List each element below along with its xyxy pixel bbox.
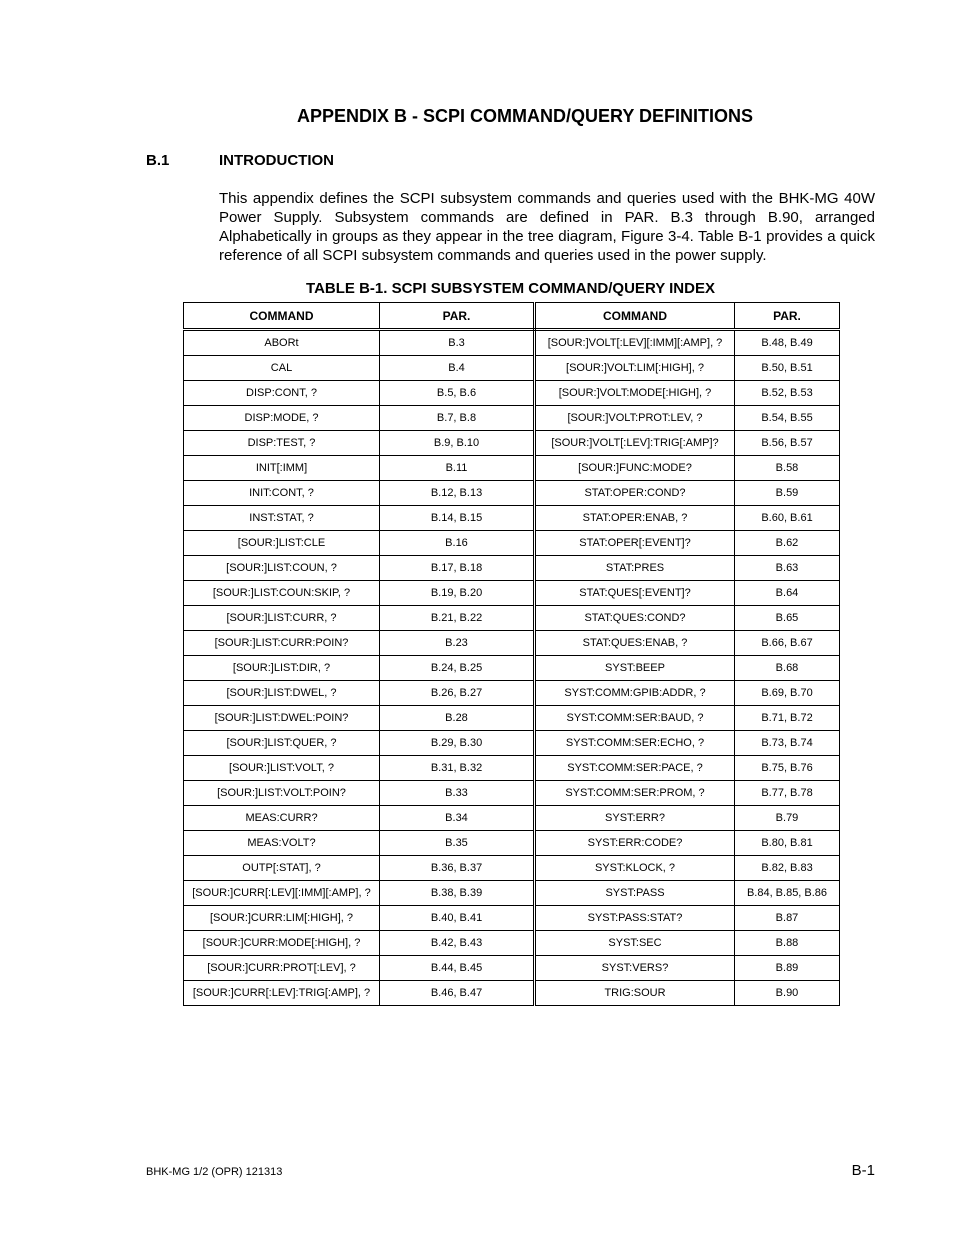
cell-par-left: B.26, B.27: [380, 681, 535, 706]
cell-par-left: B.31, B.32: [380, 756, 535, 781]
header-command-1: COMMAND: [184, 303, 380, 330]
cell-command-right: SYST:KLOCK, ?: [535, 856, 735, 881]
cell-par-left: B.4: [380, 356, 535, 381]
cell-command-left: MEAS:VOLT?: [184, 831, 380, 856]
table-row: [184, 631, 840, 656]
cell-par-right: B.54, B.55: [735, 406, 840, 431]
cell-command-right: STAT:OPER:COND?: [535, 481, 735, 506]
cell-command-right: SYST:PASS: [535, 881, 735, 906]
table-row: [184, 906, 840, 931]
cell-par-right: B.89: [735, 956, 840, 981]
cell-command-left: [SOUR:]LIST:CURR:POIN?: [184, 631, 380, 656]
cell-command-right: [SOUR:]VOLT[:LEV]:TRIG[:AMP]?: [535, 431, 735, 456]
page-title: APPENDIX B - SCPI COMMAND/QUERY DEFINITIONS: [296, 106, 754, 126]
table-row: [184, 806, 840, 831]
cell-par-left: B.19, B.20: [380, 581, 535, 606]
cell-par-left: B.28: [380, 706, 535, 731]
cell-command-right: [SOUR:]VOLT:LIM[:HIGH], ?: [535, 356, 735, 381]
cell-command-right: SYST:ERR:CODE?: [535, 831, 735, 856]
cell-par-right: B.56, B.57: [735, 431, 840, 456]
cell-par-right: B.63: [735, 556, 840, 581]
cell-par-right: B.59: [735, 481, 840, 506]
section-title: INTRODUCTION: [219, 152, 334, 169]
table-row: [184, 381, 840, 406]
cell-par-right: B.58: [735, 456, 840, 481]
table-row: [184, 531, 840, 556]
cell-command-left: [SOUR:]LIST:DIR, ?: [184, 656, 380, 681]
cell-par-right: B.90: [735, 981, 840, 1006]
cell-command-left: CAL: [184, 356, 380, 381]
cell-par-right: B.60, B.61: [735, 506, 840, 531]
intro-paragraph: This appendix defines the SCPI subsystem commands and queries used with the BHK-MG 40W Power Supply. Subsystem commands are defined in PAR. B.3 through B.90, arranged Alphabetically in groups as they appear in the tree diagram, Figure 3-4. Table B-1 provides a quick reference of all SCPI subsystem commands and queries used in the power supply.: [219, 190, 875, 264]
cell-command-left: [SOUR:]LIST:VOLT, ?: [184, 756, 380, 781]
cell-par-right: B.68: [735, 656, 840, 681]
cell-command-left: [SOUR:]LIST:DWEL:POIN?: [184, 706, 380, 731]
cell-command-left: [SOUR:]CURR:LIM[:HIGH], ?: [184, 906, 380, 931]
command-index-table: [183, 302, 840, 1006]
cell-command-right: STAT:QUES:ENAB, ?: [535, 631, 735, 656]
header-par-2: PAR.: [735, 303, 840, 330]
cell-command-right: SYST:COMM:SER:PROM, ?: [535, 781, 735, 806]
cell-par-right: B.80, B.81: [735, 831, 840, 856]
cell-par-right: B.48, B.49: [735, 330, 840, 356]
cell-command-right: STAT:QUES[:EVENT]?: [535, 581, 735, 606]
table-row: [184, 731, 840, 756]
table-row: [184, 981, 840, 1006]
cell-command-right: [SOUR:]VOLT:PROT:LEV, ?: [535, 406, 735, 431]
cell-par-left: B.44, B.45: [380, 956, 535, 981]
header-par-1: PAR.: [380, 303, 535, 330]
cell-command-left: [SOUR:]LIST:COUN:SKIP, ?: [184, 581, 380, 606]
table-row: [184, 606, 840, 631]
footer-doc-id: BHK-MG 1/2 (OPR) 121313: [146, 1166, 283, 1178]
table-row: [184, 681, 840, 706]
cell-command-left: OUTP[:STAT], ?: [184, 856, 380, 881]
cell-command-right: STAT:OPER[:EVENT]?: [535, 531, 735, 556]
cell-command-left: ABORt: [184, 330, 380, 356]
cell-par-left: B.3: [380, 330, 535, 356]
cell-par-left: B.23: [380, 631, 535, 656]
cell-command-left: DISP:MODE, ?: [184, 406, 380, 431]
table-row: [184, 756, 840, 781]
cell-par-right: B.87: [735, 906, 840, 931]
table-row: [184, 856, 840, 881]
cell-command-right: SYST:COMM:SER:PACE, ?: [535, 756, 735, 781]
cell-par-left: B.29, B.30: [380, 731, 535, 756]
cell-command-left: INST:STAT, ?: [184, 506, 380, 531]
cell-par-left: B.33: [380, 781, 535, 806]
cell-command-right: STAT:PRES: [535, 556, 735, 581]
table-row: [184, 556, 840, 581]
cell-par-left: B.16: [380, 531, 535, 556]
cell-command-right: SYST:BEEP: [535, 656, 735, 681]
cell-command-right: [SOUR:]FUNC:MODE?: [535, 456, 735, 481]
cell-par-right: B.64: [735, 581, 840, 606]
cell-command-left: [SOUR:]LIST:COUN, ?: [184, 556, 380, 581]
cell-command-right: [SOUR:]VOLT:MODE[:HIGH], ?: [535, 381, 735, 406]
cell-command-left: MEAS:CURR?: [184, 806, 380, 831]
table-header-row: [184, 303, 840, 330]
header-command-2: COMMAND: [535, 303, 735, 330]
cell-par-left: B.42, B.43: [380, 931, 535, 956]
cell-par-left: B.7, B.8: [380, 406, 535, 431]
section-number: B.1: [146, 152, 170, 169]
cell-command-left: INIT[:IMM]: [184, 456, 380, 481]
cell-command-left: [SOUR:]LIST:CURR, ?: [184, 606, 380, 631]
cell-par-right: B.82, B.83: [735, 856, 840, 881]
cell-command-left: [SOUR:]CURR[:LEV]:TRIG[:AMP], ?: [184, 981, 380, 1006]
cell-command-right: SYST:COMM:GPIB:ADDR, ?: [535, 681, 735, 706]
cell-par-left: B.21, B.22: [380, 606, 535, 631]
cell-command-left: [SOUR:]LIST:DWEL, ?: [184, 681, 380, 706]
cell-par-left: B.11: [380, 456, 535, 481]
table-row: [184, 781, 840, 806]
cell-par-left: B.12, B.13: [380, 481, 535, 506]
cell-par-right: B.75, B.76: [735, 756, 840, 781]
cell-command-left: DISP:CONT, ?: [184, 381, 380, 406]
cell-par-right: B.77, B.78: [735, 781, 840, 806]
cell-command-right: [SOUR:]VOLT[:LEV][:IMM][:AMP], ?: [535, 330, 735, 356]
cell-par-left: B.40, B.41: [380, 906, 535, 931]
cell-command-left: INIT:CONT, ?: [184, 481, 380, 506]
cell-command-left: [SOUR:]LIST:QUER, ?: [184, 731, 380, 756]
cell-command-left: [SOUR:]LIST:CLE: [184, 531, 380, 556]
table-row: [184, 356, 840, 381]
cell-command-right: SYST:ERR?: [535, 806, 735, 831]
cell-command-right: STAT:QUES:COND?: [535, 606, 735, 631]
table-row: [184, 706, 840, 731]
cell-par-left: B.14, B.15: [380, 506, 535, 531]
cell-par-left: B.38, B.39: [380, 881, 535, 906]
cell-par-right: B.66, B.67: [735, 631, 840, 656]
table-row: [184, 581, 840, 606]
table-row: [184, 406, 840, 431]
cell-par-right: B.84, B.85, B.86: [735, 881, 840, 906]
cell-par-right: B.88: [735, 931, 840, 956]
cell-command-left: [SOUR:]CURR:PROT[:LEV], ?: [184, 956, 380, 981]
table-caption: TABLE B-1. SCPI SUBSYSTEM COMMAND/QUERY INDEX: [306, 280, 715, 297]
cell-par-right: B.62: [735, 531, 840, 556]
cell-command-right: SYST:VERS?: [535, 956, 735, 981]
table-row: [184, 956, 840, 981]
cell-par-left: B.36, B.37: [380, 856, 535, 881]
table-row: [184, 831, 840, 856]
cell-par-right: B.50, B.51: [735, 356, 840, 381]
table-row: [184, 481, 840, 506]
table-row: [184, 881, 840, 906]
cell-par-right: B.79: [735, 806, 840, 831]
cell-par-left: B.46, B.47: [380, 981, 535, 1006]
cell-par-right: B.71, B.72: [735, 706, 840, 731]
cell-command-right: SYST:PASS:STAT?: [535, 906, 735, 931]
cell-par-left: B.17, B.18: [380, 556, 535, 581]
cell-command-left: [SOUR:]CURR:MODE[:HIGH], ?: [184, 931, 380, 956]
table-row: [184, 656, 840, 681]
cell-par-right: B.65: [735, 606, 840, 631]
footer-page-number: B-1: [851, 1162, 875, 1179]
cell-par-right: B.69, B.70: [735, 681, 840, 706]
cell-command-right: TRIG:SOUR: [535, 981, 735, 1006]
cell-command-right: SYST:COMM:SER:BAUD, ?: [535, 706, 735, 731]
cell-par-right: B.52, B.53: [735, 381, 840, 406]
cell-command-right: STAT:OPER:ENAB, ?: [535, 506, 735, 531]
cell-command-left: [SOUR:]CURR[:LEV][:IMM][:AMP], ?: [184, 881, 380, 906]
table-row: [184, 506, 840, 531]
cell-par-left: B.24, B.25: [380, 656, 535, 681]
table-row: [184, 431, 840, 456]
table-row: [184, 456, 840, 481]
cell-par-left: B.35: [380, 831, 535, 856]
cell-par-right: B.73, B.74: [735, 731, 840, 756]
cell-par-left: B.34: [380, 806, 535, 831]
cell-command-right: SYST:SEC: [535, 931, 735, 956]
cell-command-right: SYST:COMM:SER:ECHO, ?: [535, 731, 735, 756]
cell-command-left: DISP:TEST, ?: [184, 431, 380, 456]
table-row: [184, 931, 840, 956]
table-row: [184, 330, 840, 356]
cell-par-left: B.9, B.10: [380, 431, 535, 456]
cell-par-left: B.5, B.6: [380, 381, 535, 406]
cell-command-left: [SOUR:]LIST:VOLT:POIN?: [184, 781, 380, 806]
